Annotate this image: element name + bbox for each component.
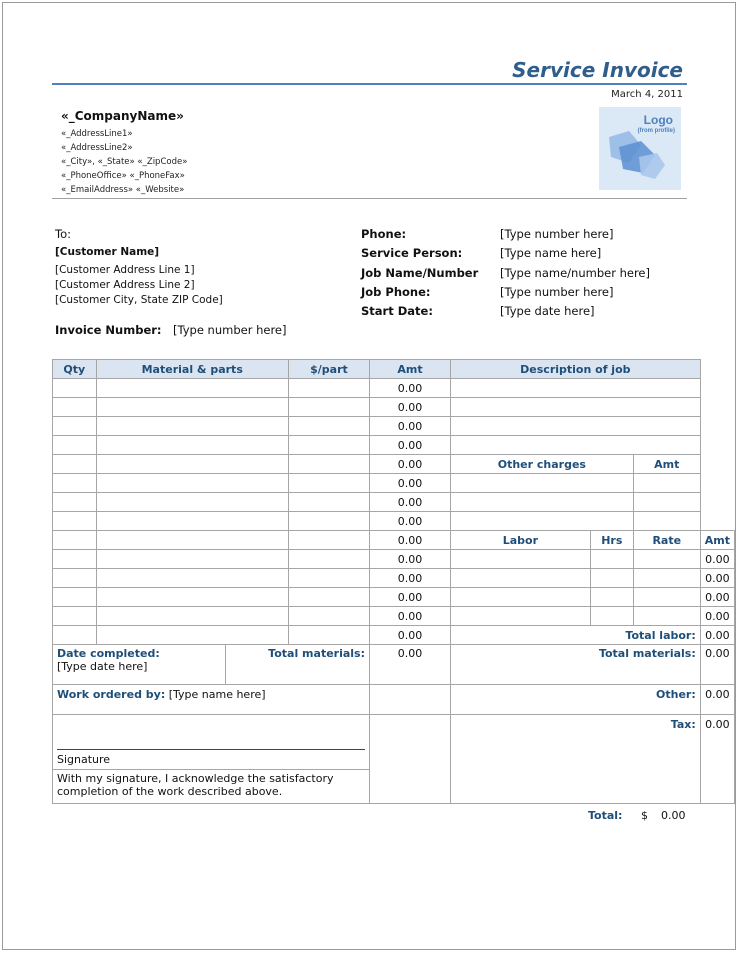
qty-cell[interactable] bbox=[53, 455, 97, 474]
invoice-number-field[interactable]: [Type number here] bbox=[173, 323, 287, 337]
labor-amt-header: Amt bbox=[700, 531, 734, 550]
invoice-title: Service Invoice bbox=[512, 58, 683, 82]
amt-cell: 0.00 bbox=[370, 626, 451, 645]
invoice-number-label: Invoice Number: bbox=[55, 323, 162, 337]
total-labor-value: 0.00 bbox=[700, 626, 734, 645]
amt-cell: 0.00 bbox=[370, 531, 451, 550]
per-part-header: $/part bbox=[288, 360, 369, 379]
signature-label: Signature bbox=[57, 749, 365, 766]
city-state-zip[interactable]: «_City», «_State» «_ZipCode» bbox=[61, 157, 188, 167]
amt-cell: 0.00 bbox=[370, 455, 451, 474]
qty-cell[interactable] bbox=[53, 512, 97, 531]
other-charge-amt-cell[interactable] bbox=[633, 512, 700, 531]
totals-row bbox=[53, 645, 735, 685]
description-cell[interactable] bbox=[450, 417, 700, 436]
service-person-label: Service Person: bbox=[361, 246, 463, 260]
total-materials-value: 0.00 bbox=[370, 645, 451, 685]
total-currency: $ bbox=[641, 809, 648, 822]
material-cell[interactable] bbox=[96, 569, 288, 588]
amt-cell: 0.00 bbox=[370, 417, 451, 436]
logo-subtitle: (from profile) bbox=[637, 128, 675, 134]
empty-cell bbox=[370, 715, 451, 804]
invoice-page bbox=[2, 2, 736, 950]
per-part-cell[interactable] bbox=[288, 398, 369, 417]
phone-fax[interactable]: «_PhoneOffice» «_PhoneFax» bbox=[61, 171, 185, 181]
labor-amt-cell: 0.00 bbox=[700, 588, 734, 607]
other-charge-amt-cell[interactable] bbox=[633, 474, 700, 493]
invoice-table bbox=[52, 359, 735, 804]
description-cell[interactable] bbox=[450, 436, 700, 455]
customer-name[interactable]: [Customer Name] bbox=[55, 246, 160, 258]
per-part-cell[interactable] bbox=[288, 550, 369, 569]
total-value: 0.00 bbox=[661, 809, 686, 822]
per-part-cell[interactable] bbox=[288, 607, 369, 626]
table-row bbox=[53, 455, 735, 474]
qty-cell[interactable] bbox=[53, 417, 97, 436]
amt-cell: 0.00 bbox=[370, 512, 451, 531]
signature-row bbox=[53, 715, 735, 770]
qty-cell[interactable] bbox=[53, 588, 97, 607]
hrs-cell[interactable] bbox=[590, 550, 633, 569]
job-name-label: Job Name/Number bbox=[361, 266, 479, 280]
qty-cell[interactable] bbox=[53, 474, 97, 493]
date-completed-label: Date completed: bbox=[57, 647, 160, 660]
date-completed-field[interactable]: [Type date here] bbox=[57, 660, 148, 673]
rate-cell[interactable] bbox=[633, 569, 700, 588]
material-cell[interactable] bbox=[96, 626, 288, 645]
other-charge-cell[interactable] bbox=[450, 493, 633, 512]
amt-cell: 0.00 bbox=[370, 493, 451, 512]
empty-cell bbox=[370, 685, 451, 715]
amt-cell: 0.00 bbox=[370, 569, 451, 588]
labor-amt-cell: 0.00 bbox=[700, 569, 734, 588]
amt-cell: 0.00 bbox=[370, 550, 451, 569]
material-cell[interactable] bbox=[96, 417, 288, 436]
acknowledgement-line-1: With my signature, I acknowledge the satisfactory bbox=[57, 772, 334, 785]
description-header: Description of job bbox=[450, 360, 700, 379]
per-part-cell[interactable] bbox=[288, 531, 369, 550]
start-date-label: Start Date: bbox=[361, 304, 433, 318]
rate-cell[interactable] bbox=[633, 550, 700, 569]
labor-amt-cell: 0.00 bbox=[700, 607, 734, 626]
job-name-field[interactable]: [Type name/number here] bbox=[500, 266, 650, 280]
amt-cell: 0.00 bbox=[370, 607, 451, 626]
per-part-cell[interactable] bbox=[288, 455, 369, 474]
hrs-header: Hrs bbox=[590, 531, 633, 550]
table-row bbox=[53, 607, 735, 626]
email-website[interactable]: «_EmailAddress» «_Website» bbox=[61, 185, 185, 195]
hrs-cell[interactable] bbox=[590, 588, 633, 607]
material-cell[interactable] bbox=[96, 512, 288, 531]
material-cell[interactable] bbox=[96, 588, 288, 607]
customer-address-2[interactable]: [Customer Address Line 2] bbox=[55, 279, 195, 291]
table-row bbox=[53, 531, 735, 550]
total-materials-right-label: Total materials: bbox=[450, 645, 700, 685]
amt-header: Amt bbox=[370, 360, 451, 379]
labor-cell[interactable] bbox=[450, 550, 590, 569]
material-header: Material & parts bbox=[96, 360, 288, 379]
other-charges-amt-header: Amt bbox=[633, 455, 700, 474]
labor-cell[interactable] bbox=[450, 569, 590, 588]
amt-cell: 0.00 bbox=[370, 398, 451, 417]
to-label: To: bbox=[55, 227, 71, 241]
company-name[interactable]: «_CompanyName» bbox=[61, 109, 184, 123]
qty-cell[interactable] bbox=[53, 607, 97, 626]
signature-cell[interactable] bbox=[53, 715, 370, 770]
total-materials-right-value: 0.00 bbox=[700, 645, 734, 685]
labor-cell[interactable] bbox=[450, 607, 590, 626]
start-date-field[interactable]: [Type date here] bbox=[500, 304, 595, 318]
total-labor-label: Total labor: bbox=[450, 626, 700, 645]
total-materials-label: Total materials: bbox=[226, 645, 370, 685]
material-cell[interactable] bbox=[96, 379, 288, 398]
description-cell[interactable] bbox=[450, 379, 700, 398]
material-cell[interactable] bbox=[96, 607, 288, 626]
other-charge-amt-cell[interactable] bbox=[633, 493, 700, 512]
per-part-cell[interactable] bbox=[288, 417, 369, 436]
qty-cell[interactable] bbox=[53, 379, 97, 398]
table-row bbox=[53, 417, 735, 436]
qty-cell[interactable] bbox=[53, 550, 97, 569]
header-rule bbox=[52, 83, 687, 85]
date-completed-cell[interactable] bbox=[53, 645, 226, 685]
hrs-cell[interactable] bbox=[590, 607, 633, 626]
job-phone-field[interactable]: [Type number here] bbox=[500, 285, 614, 299]
section-divider bbox=[52, 198, 687, 199]
table-row bbox=[53, 474, 735, 493]
material-cell[interactable] bbox=[96, 455, 288, 474]
qty-cell[interactable] bbox=[53, 569, 97, 588]
company-logo[interactable] bbox=[599, 107, 681, 190]
table-row bbox=[53, 436, 735, 455]
per-part-cell[interactable] bbox=[288, 626, 369, 645]
per-part-cell[interactable] bbox=[288, 436, 369, 455]
logo-title: Logo bbox=[643, 113, 673, 127]
work-ordered-cell[interactable] bbox=[53, 685, 370, 715]
other-charge-cell[interactable] bbox=[450, 512, 633, 531]
job-phone-label: Job Phone: bbox=[361, 285, 431, 299]
address-line-2[interactable]: «_AddressLine2» bbox=[61, 143, 133, 153]
qty-cell[interactable] bbox=[53, 436, 97, 455]
phone-field[interactable]: [Type number here] bbox=[500, 227, 614, 241]
work-ordered-field[interactable]: [Type name here] bbox=[168, 688, 266, 701]
other-charges-header: Other charges bbox=[450, 455, 633, 474]
invoice-date[interactable]: March 4, 2011 bbox=[611, 89, 683, 100]
amt-cell: 0.00 bbox=[370, 474, 451, 493]
material-cell[interactable] bbox=[96, 398, 288, 417]
acknowledgement-cell bbox=[53, 770, 370, 804]
tax-label: Tax: bbox=[450, 715, 700, 804]
per-part-cell[interactable] bbox=[288, 588, 369, 607]
amt-cell: 0.00 bbox=[370, 436, 451, 455]
per-part-cell[interactable] bbox=[288, 569, 369, 588]
rate-cell[interactable] bbox=[633, 607, 700, 626]
table-row bbox=[53, 569, 735, 588]
qty-header: Qty bbox=[53, 360, 97, 379]
per-part-cell[interactable] bbox=[288, 493, 369, 512]
table-row bbox=[53, 512, 735, 531]
material-cell[interactable] bbox=[96, 531, 288, 550]
work-ordered-row bbox=[53, 685, 735, 715]
table-row bbox=[53, 493, 735, 512]
table-row bbox=[53, 626, 735, 645]
amt-cell: 0.00 bbox=[370, 588, 451, 607]
qty-cell[interactable] bbox=[53, 626, 97, 645]
description-cell[interactable] bbox=[450, 398, 700, 417]
phone-label: Phone: bbox=[361, 227, 407, 241]
table-row bbox=[53, 398, 735, 417]
work-ordered-label: Work ordered by: bbox=[57, 688, 166, 701]
material-cell[interactable] bbox=[96, 474, 288, 493]
acknowledgement-line-2: completion of the work described above. bbox=[57, 785, 283, 798]
rate-cell[interactable] bbox=[633, 588, 700, 607]
hrs-cell[interactable] bbox=[590, 569, 633, 588]
other-label: Other: bbox=[450, 685, 700, 715]
per-part-cell[interactable] bbox=[288, 512, 369, 531]
material-cell[interactable] bbox=[96, 550, 288, 569]
other-charge-cell[interactable] bbox=[450, 474, 633, 493]
total-label: Total: bbox=[588, 809, 623, 822]
service-person-field[interactable]: [Type name here] bbox=[500, 246, 602, 260]
table-row bbox=[53, 588, 735, 607]
per-part-cell[interactable] bbox=[288, 474, 369, 493]
table-row bbox=[53, 550, 735, 569]
qty-cell[interactable] bbox=[53, 531, 97, 550]
table-row bbox=[53, 379, 735, 398]
qty-cell[interactable] bbox=[53, 398, 97, 417]
material-cell[interactable] bbox=[96, 493, 288, 512]
per-part-cell[interactable] bbox=[288, 379, 369, 398]
customer-address-1[interactable]: [Customer Address Line 1] bbox=[55, 264, 195, 276]
amt-cell: 0.00 bbox=[370, 379, 451, 398]
customer-city-state-zip[interactable]: [Customer City, State ZIP Code] bbox=[55, 294, 223, 306]
rate-header: Rate bbox=[633, 531, 700, 550]
address-line-1[interactable]: «_AddressLine1» bbox=[61, 129, 133, 139]
table-header-row bbox=[53, 360, 735, 379]
labor-amt-cell: 0.00 bbox=[700, 550, 734, 569]
tax-value: 0.00 bbox=[700, 715, 734, 804]
other-value: 0.00 bbox=[700, 685, 734, 715]
qty-cell[interactable] bbox=[53, 493, 97, 512]
labor-header: Labor bbox=[450, 531, 590, 550]
labor-cell[interactable] bbox=[450, 588, 590, 607]
material-cell[interactable] bbox=[96, 436, 288, 455]
